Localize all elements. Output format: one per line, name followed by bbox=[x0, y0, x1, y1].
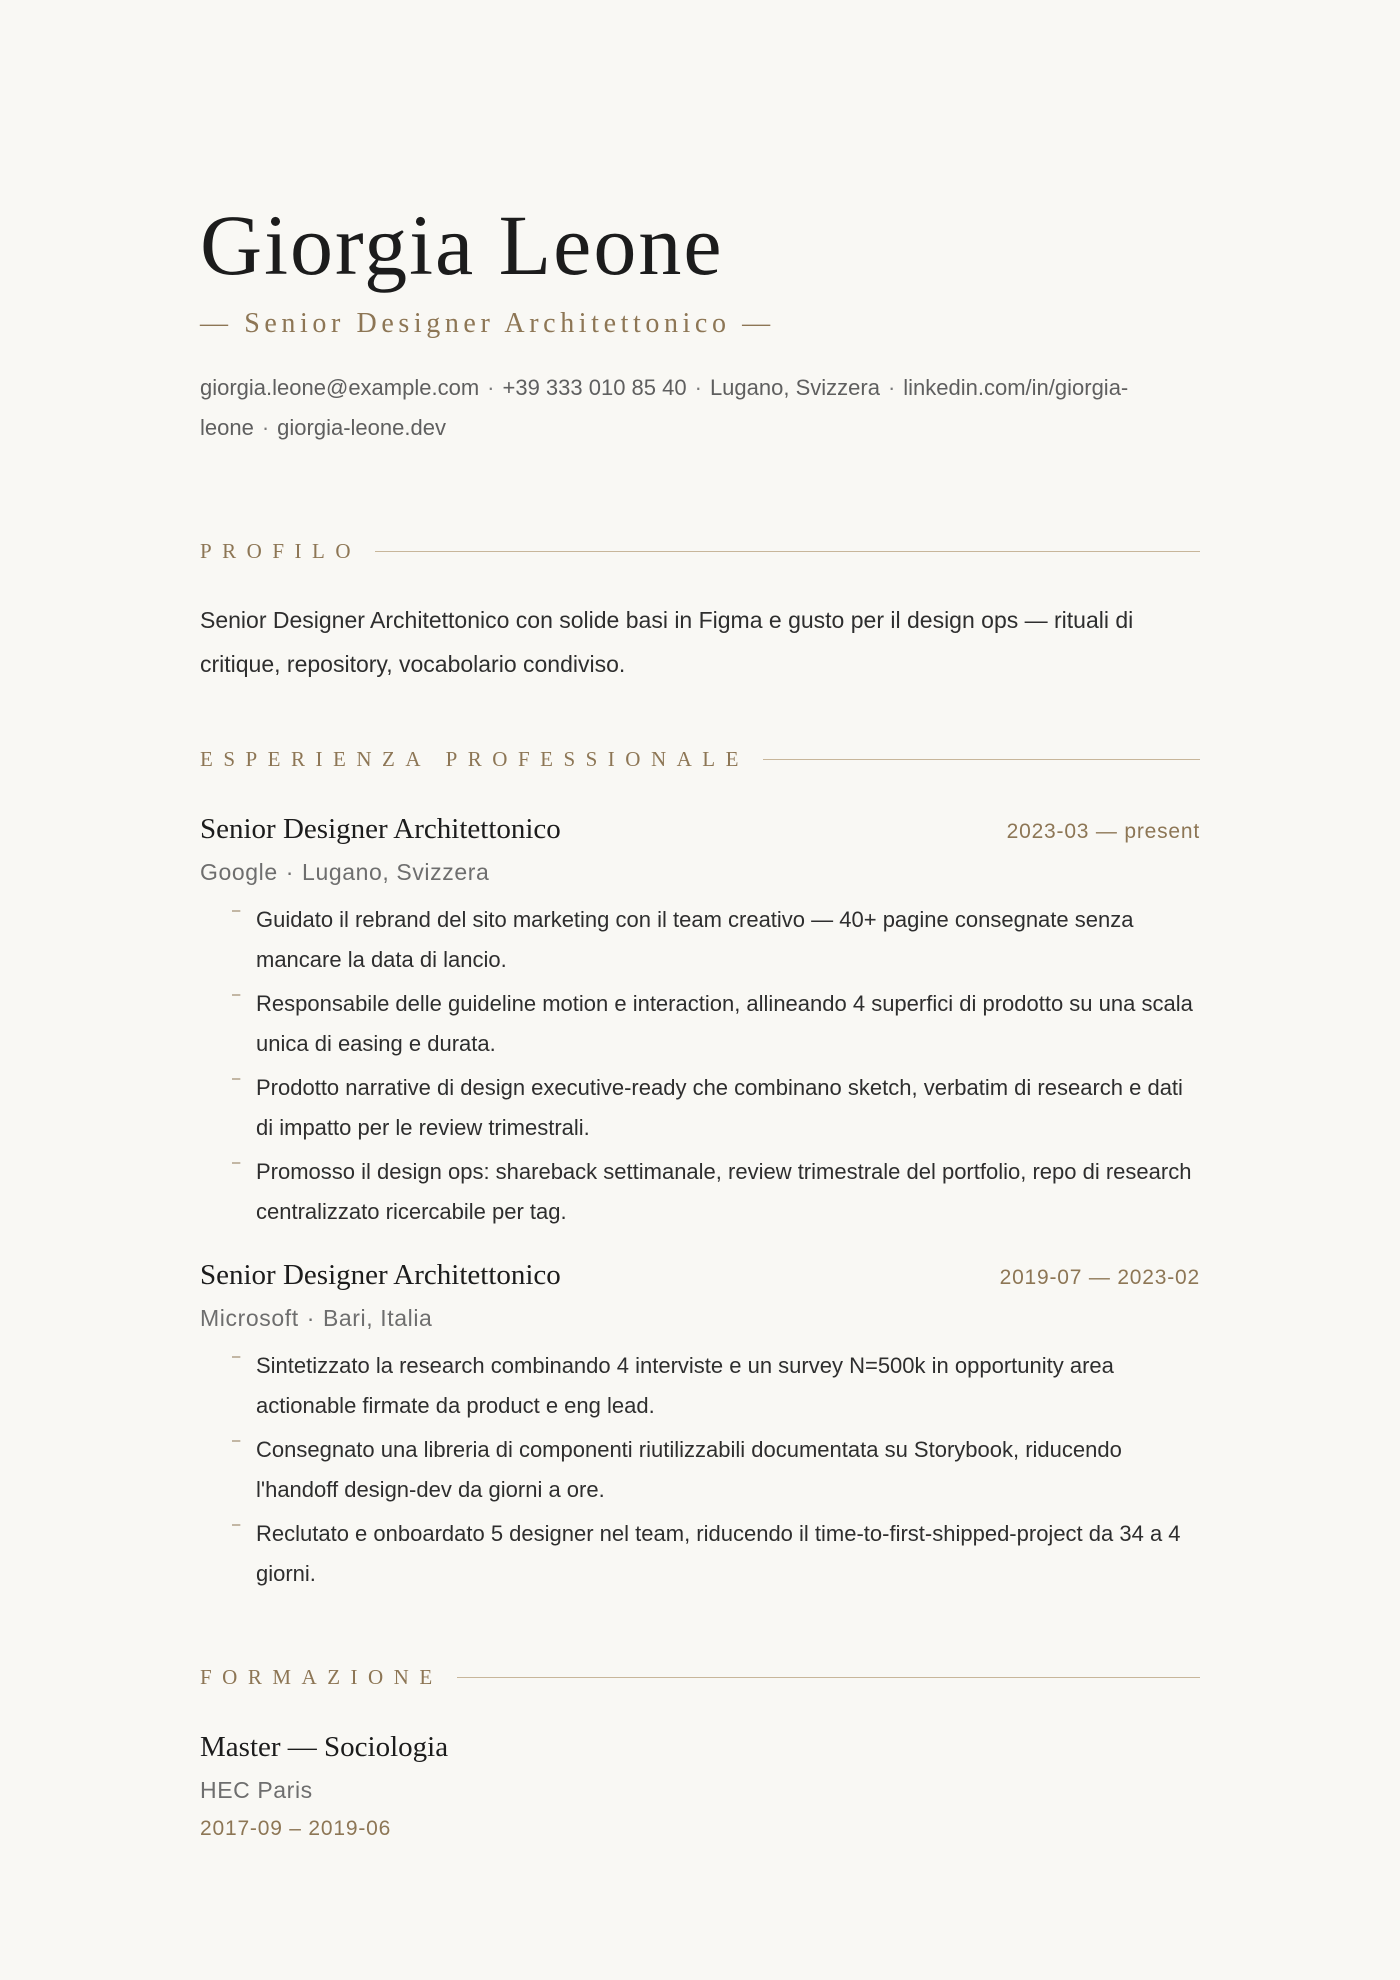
section-divider bbox=[763, 759, 1200, 760]
job-dates: 2023-03 — present bbox=[1006, 820, 1200, 843]
bullet-item bbox=[200, 1430, 1200, 1510]
contact-location: Lugano, Svizzera bbox=[709, 375, 880, 400]
section-header bbox=[200, 746, 1200, 772]
section-divider bbox=[457, 1677, 1200, 1678]
job-title: Senior Designer Architettonico bbox=[200, 813, 561, 845]
contact-line bbox=[200, 368, 1200, 448]
education-entry bbox=[200, 1726, 1200, 1846]
education-section bbox=[200, 1664, 1200, 1846]
bullet-dash-icon: – bbox=[232, 1070, 241, 1087]
job-bullets bbox=[200, 1346, 1200, 1594]
bullet-dash-icon: – bbox=[232, 1516, 241, 1533]
job-meta bbox=[200, 854, 1200, 890]
bullet-text: Promosso il design ops: shareback settimanale, review trimestrale del portfolio, repo di research centralizzato ricercabile per tag. bbox=[256, 1159, 1192, 1224]
candidate-name: Giorgia Leone bbox=[200, 197, 724, 293]
section-header bbox=[200, 538, 1200, 564]
section-divider bbox=[375, 551, 1200, 552]
contact-website[interactable]: giorgia-leone.dev bbox=[277, 415, 446, 440]
meta-separator: · bbox=[306, 1305, 315, 1331]
profile-section bbox=[200, 538, 1200, 686]
experience-section bbox=[200, 746, 1200, 1594]
education-degree: Master — Sociologia bbox=[200, 1731, 449, 1763]
job-location: Lugano, Svizzera bbox=[302, 859, 490, 885]
job-title: Senior Designer Architettonico bbox=[200, 1259, 561, 1291]
section-title-profile: PROFILO bbox=[200, 538, 362, 563]
bullet-text: Responsabile delle guideline motion e interaction, allineando 4 superfici di prodotto su una scala unica di easing e durata. bbox=[256, 991, 1193, 1056]
contact-separator: · bbox=[887, 375, 896, 400]
candidate-role: — Senior Designer Architettonico — bbox=[200, 308, 775, 339]
bullet-item bbox=[200, 1514, 1200, 1594]
bullet-item bbox=[200, 900, 1200, 980]
job-company: Google bbox=[200, 859, 278, 885]
contact-email[interactable]: giorgia.leone@example.com bbox=[200, 375, 480, 400]
bullet-dash-icon: – bbox=[232, 986, 241, 1003]
bullet-item bbox=[200, 1346, 1200, 1426]
contact-separator: · bbox=[694, 375, 702, 400]
contact-separator: · bbox=[487, 375, 495, 400]
bullet-dash-icon: – bbox=[232, 1432, 241, 1449]
job-header bbox=[200, 1254, 1200, 1296]
job-company: Microsoft bbox=[200, 1305, 299, 1331]
section-title-education: FORMAZIONE bbox=[200, 1664, 443, 1689]
bullet-text: Guidato il rebrand del sito marketing con il team creativo — 40+ pagine consegnate senza mancare la data di lancio. bbox=[256, 907, 1134, 972]
bullet-dash-icon: – bbox=[232, 902, 241, 919]
job-location: Bari, Italia bbox=[322, 1305, 433, 1331]
bullet-item bbox=[200, 1152, 1200, 1232]
bullet-item bbox=[200, 1068, 1200, 1148]
contact-separator: · bbox=[261, 415, 270, 440]
bullet-text: Consegnato una libreria di componenti riutilizzabili documentata su Storybook, riducendo l'handoff design-dev da giorni a ore. bbox=[256, 1437, 1122, 1502]
section-title-experience: ESPERIENZA PROFESSIONALE bbox=[200, 746, 749, 771]
contact-linkedin[interactable]: linkedin.com/in/giorgia-leone bbox=[200, 375, 1129, 440]
job-dates: 2019-07 — 2023-02 bbox=[999, 1266, 1200, 1289]
meta-separator: · bbox=[285, 859, 295, 885]
job-header bbox=[200, 808, 1200, 850]
job-entry bbox=[200, 808, 1200, 1232]
bullet-text: Sintetizzato la research combinando 4 interviste e un survey N=500k in opportunity area actionable firmate da product e eng lead. bbox=[256, 1353, 1114, 1418]
job-bullets bbox=[200, 900, 1200, 1232]
bullet-text: Reclutato e onboardato 5 designer nel team, riducendo il time-to-first-shipped-project da 34 a 4 giorni. bbox=[256, 1521, 1181, 1586]
bullet-text: Prodotto narrative di design executive-ready che combinano sketch, verbatim di research e dati di impatto per le review trimestrali. bbox=[256, 1075, 1183, 1140]
job-meta bbox=[200, 1300, 1200, 1336]
contact-phone[interactable]: +39 333 010 85 40 bbox=[502, 375, 687, 400]
profile-summary: Senior Designer Architettonico con solide basi in Figma e gusto per il design ops — rituali di critique, repository, vocabolario condiviso. bbox=[200, 607, 1134, 677]
resume-header bbox=[200, 190, 1200, 448]
bullet-dash-icon: – bbox=[232, 1348, 241, 1365]
education-dates: 2017-09 – 2019-06 bbox=[200, 1817, 392, 1840]
bullet-dash-icon: – bbox=[232, 1154, 241, 1171]
education-school: HEC Paris bbox=[200, 1777, 313, 1803]
bullet-item bbox=[200, 984, 1200, 1064]
section-header bbox=[200, 1664, 1200, 1690]
job-entry bbox=[200, 1254, 1200, 1594]
